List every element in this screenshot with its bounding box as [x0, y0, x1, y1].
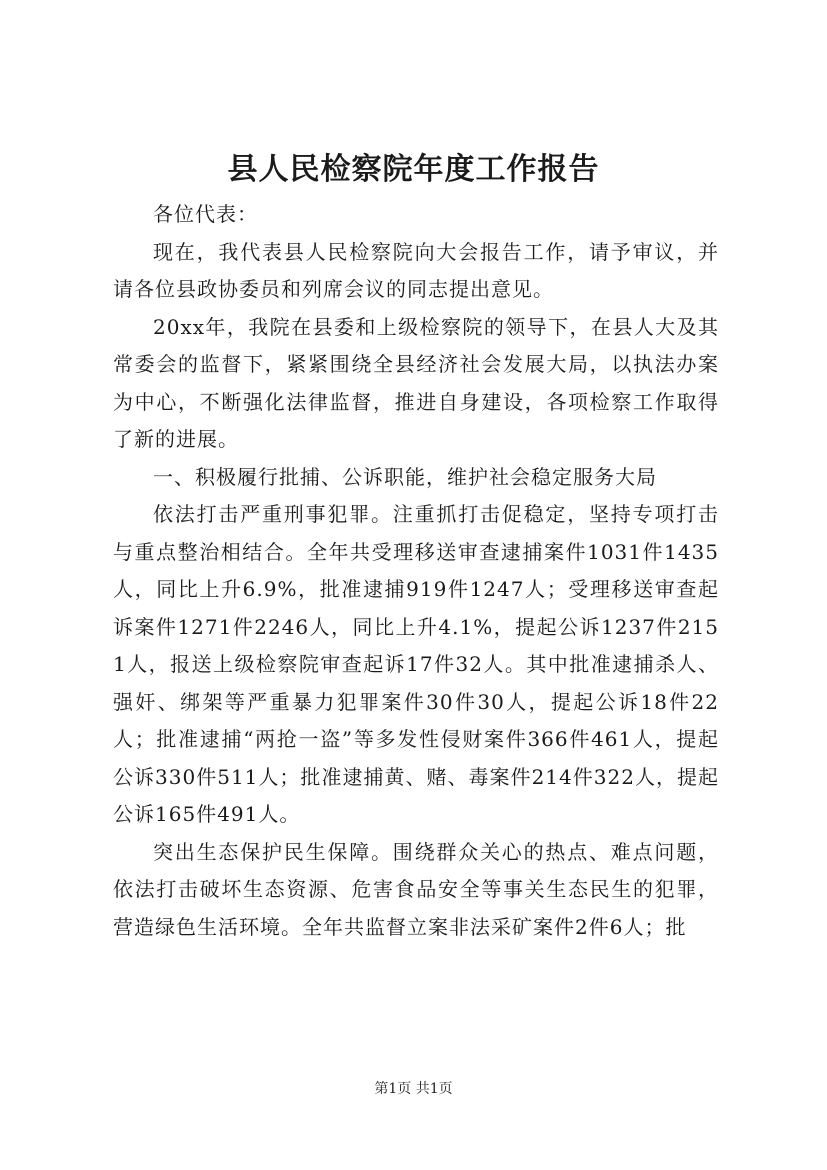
- document-body: [113, 196, 719, 946]
- salutation-paragraph: 各位代表：: [153, 202, 258, 226]
- overview-paragraph: 20xx年，我院在县委和上级检察院的领导下，在县人大及其常委会的监督下，紧紧围绕全县经济社会发展大局，以执法办案为中心，不断强化法律监督，推进自身建设，各项检察工作取得了新的进展。: [113, 314, 719, 451]
- crime-crackdown-paragraph: 依法打击严重刑事犯罪。注重抓打击促稳定，坚持专项打击与重点整治相结合。全年共受理移送审查逮捕案件1031件1435人，同比上升6.9%，批准逮捕919件1247人；受理移送审查起诉案件1271件2246人，同比上升4.1%，提起公诉1237件2151人，报送上级检察院审查起诉17件32人。其中批准逮捕杀人、强奸、绑架等严重暴力犯罪案件30件30人，提起公诉18件22人；批准逮捕“两抢一盗”等多发性侵财案件366件461人，提起公诉330件511人；批准逮捕黄、赌、毒案件214件322人，提起公诉165件491人。: [113, 502, 719, 826]
- document-title: 县人民检察院年度工作报告: [227, 152, 600, 187]
- section-heading: 一、积极履行批捕、公诉职能，维护社会稳定服务大局: [153, 464, 657, 489]
- page-footer: 第1页 共1页: [374, 1081, 453, 1097]
- intro-paragraph: 现在，我代表县人民检察院向大会报告工作，请予审议，并请各位县政协委员和列席会议的同志提出意见。: [113, 239, 719, 301]
- ecology-protection-paragraph: 突出生态保护民生保障。围绕群众关心的热点、难点问题，依法打击破坏生态资源、危害食品安全等事关生态民生的犯罪，营造绿色生活环境。全年共监督立案非法采矿案件2件6人；批: [113, 839, 719, 939]
